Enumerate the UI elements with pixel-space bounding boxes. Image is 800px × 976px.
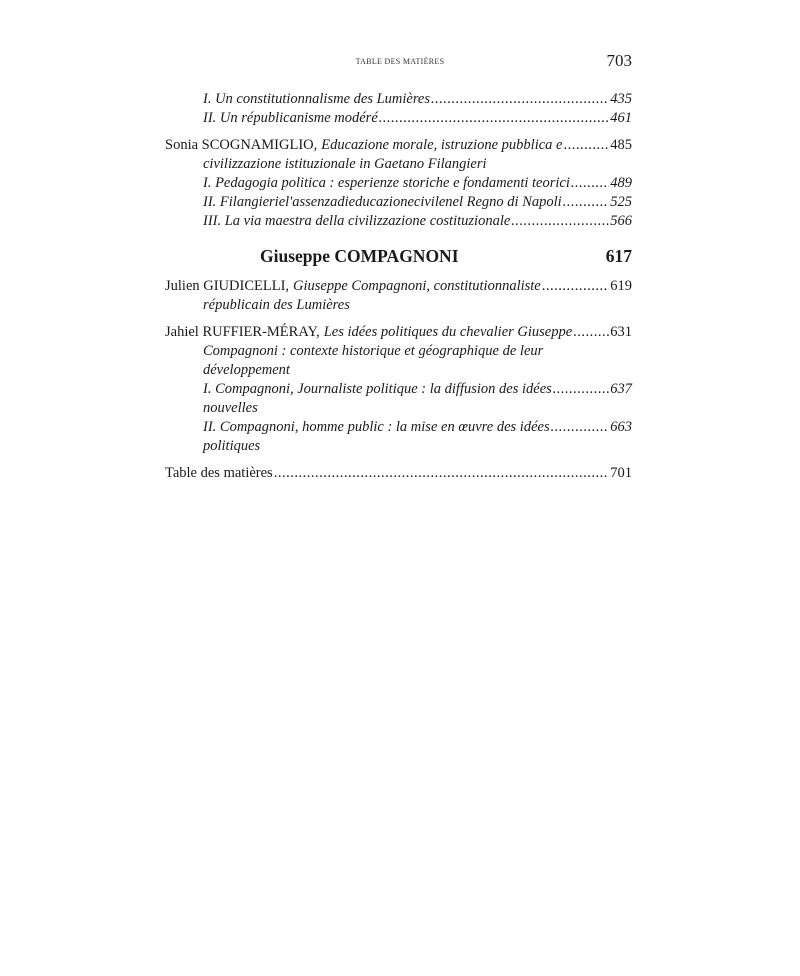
- entry-page: 461: [610, 110, 632, 126]
- dot-leader: [571, 174, 609, 193]
- toc-entry: [203, 109, 632, 128]
- dot-leader: [563, 193, 610, 212]
- dot-leader: [274, 464, 610, 483]
- page-number: 703: [606, 51, 632, 70]
- entry-title: développement: [203, 362, 290, 378]
- toc-entry-continuation: [203, 399, 632, 418]
- entry-title: I. Un constitutionnalisme des Lumières: [203, 91, 431, 107]
- entry-title: Compagnoni : contexte historique et géographique de leur: [203, 343, 544, 359]
- toc-entry-continuation: [203, 342, 632, 361]
- entry-page: 619: [610, 278, 632, 294]
- toc-entry: [203, 90, 632, 109]
- entry-page: 631: [610, 324, 632, 340]
- entry-title: II. Un républicanisme modéré: [203, 110, 378, 126]
- entry-title: Les idées politiques du chevalier Giuseppe: [323, 324, 573, 340]
- entry-title: civilizzazione istituzionale in Gaetano Filangieri: [203, 156, 487, 172]
- section-page: 617: [605, 246, 632, 266]
- toc-entry-continuation: [203, 437, 632, 456]
- entry-title: II. Filangieriel'assenzadieducazionecivilenel Regno di Napoli: [203, 194, 562, 210]
- section-title: Giuseppe COMPAGNONI: [260, 246, 459, 266]
- entry-title: III. La via maestra della civilizzazione costituzionale: [203, 213, 511, 229]
- toc-entry-continuation: [203, 155, 632, 174]
- dot-leader: [573, 323, 609, 342]
- entry-page: 485: [610, 137, 632, 153]
- toc-entry: [165, 323, 632, 342]
- dot-leader: [542, 277, 610, 296]
- entry-title: nouvelles: [203, 400, 258, 416]
- dot-leader: [511, 212, 609, 231]
- dot-leader: [551, 418, 610, 437]
- entry-title: I. Pedagogia politica : esperienze storiche e fondamenti teorici: [203, 175, 570, 191]
- toc-entry: [203, 212, 632, 231]
- toc-entry: [165, 136, 632, 155]
- entry-author: Julien GIUDICELLI,: [165, 278, 290, 294]
- entry-title: Giuseppe Compagnoni, constitutionnaliste: [293, 278, 541, 294]
- entry-author: Sonia SCOGNAMIGLIO,: [165, 137, 318, 153]
- toc-entry: [165, 464, 632, 483]
- entry-page: 701: [610, 465, 632, 481]
- toc-entry: [203, 174, 632, 193]
- dot-leader: [553, 380, 609, 399]
- dot-leader: [379, 109, 609, 128]
- entry-title: politiques: [203, 438, 261, 454]
- entry-page: 637: [610, 381, 632, 397]
- toc-entry: [165, 277, 632, 296]
- entry-title: Educazione morale, istruzione pubblica e: [321, 137, 563, 153]
- entry-page: 525: [610, 194, 632, 210]
- running-header: TABLE DES MATIÈRES: [355, 57, 445, 66]
- entry-page: 435: [610, 91, 632, 107]
- toc-entry-continuation: [203, 361, 632, 380]
- entry-author: Jahiel RUFFIER-MÉRAY,: [165, 324, 320, 340]
- dot-leader: [563, 136, 609, 155]
- entry-page: 566: [610, 213, 632, 229]
- dot-leader: [431, 90, 609, 109]
- toc-entry: [203, 418, 632, 437]
- entry-title: républicain des Lumières: [203, 297, 350, 313]
- toc-entry: [203, 380, 632, 399]
- toc-entry: [203, 193, 632, 212]
- entry-title: II. Compagnoni, homme public : la mise en œuvre des idées: [203, 419, 550, 435]
- entry-title: I. Compagnoni, Journaliste politique : la diffusion des idées: [203, 381, 552, 397]
- toc-entry-continuation: [203, 296, 632, 315]
- entry-title: Table des matières: [165, 465, 273, 481]
- entry-page: 663: [610, 419, 632, 435]
- entry-page: 489: [610, 175, 632, 191]
